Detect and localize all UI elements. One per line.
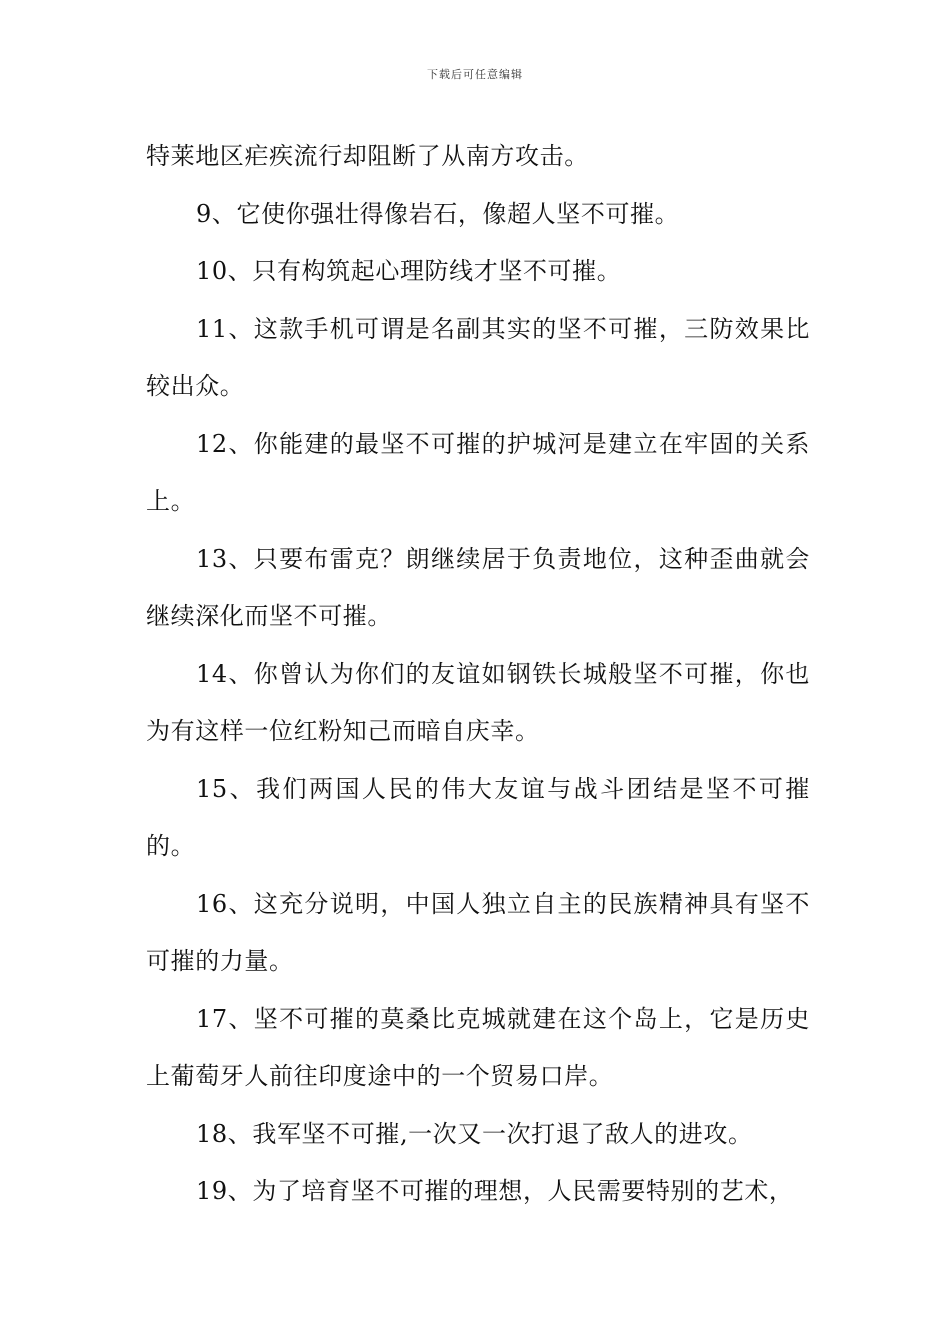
paragraph-3: 10、只有构筑起心理防线才坚不可摧。	[196, 257, 622, 285]
paragraph-2: 9、它使你强壮得像岩石，像超人坚不可摧。	[196, 199, 680, 228]
paragraph-4: 11、这款手机可谓是名副其实的坚不可摧，三防效果比较出众。	[146, 314, 810, 400]
paragraph-1: 特莱地区疟疾流行却阻断了从南方攻击。	[146, 142, 589, 170]
paragraph-6: 13、只要布雷克？朗继续居于负责地位，这种歪曲就会继续深化而坚不可摧。	[146, 544, 810, 630]
paragraph-8: 15、我们两国人民的伟大友谊与战斗团结是坚不可摧的。	[146, 774, 810, 860]
page-header: 下载后可任意编辑	[427, 68, 523, 81]
paragraph-7: 14、你曾认为你们的友谊如钢铁长城般坚不可摧，你也为有这样一位红粉知己而暗自庆幸。	[146, 659, 810, 745]
paragraph-12: 19、为了培育坚不可摧的理想，人民需要特别的艺术，	[196, 1177, 794, 1205]
paragraph-5: 12、你能建的最坚不可摧的护城河是建立在牢固的关系上。	[146, 429, 810, 515]
paragraph-9: 16、这充分说明，中国人独立自主的民族精神具有坚不可摧的力量。	[146, 889, 810, 975]
paragraph-11: 18、我军坚不可摧,一次又一次打退了敌人的进攻。	[196, 1119, 753, 1148]
paragraph-10: 17、坚不可摧的莫桑比克城就建在这个岛上，它是历史上葡萄牙人前往印度途中的一个贸易口岸。	[146, 1004, 810, 1090]
document-body	[146, 128, 810, 1221]
